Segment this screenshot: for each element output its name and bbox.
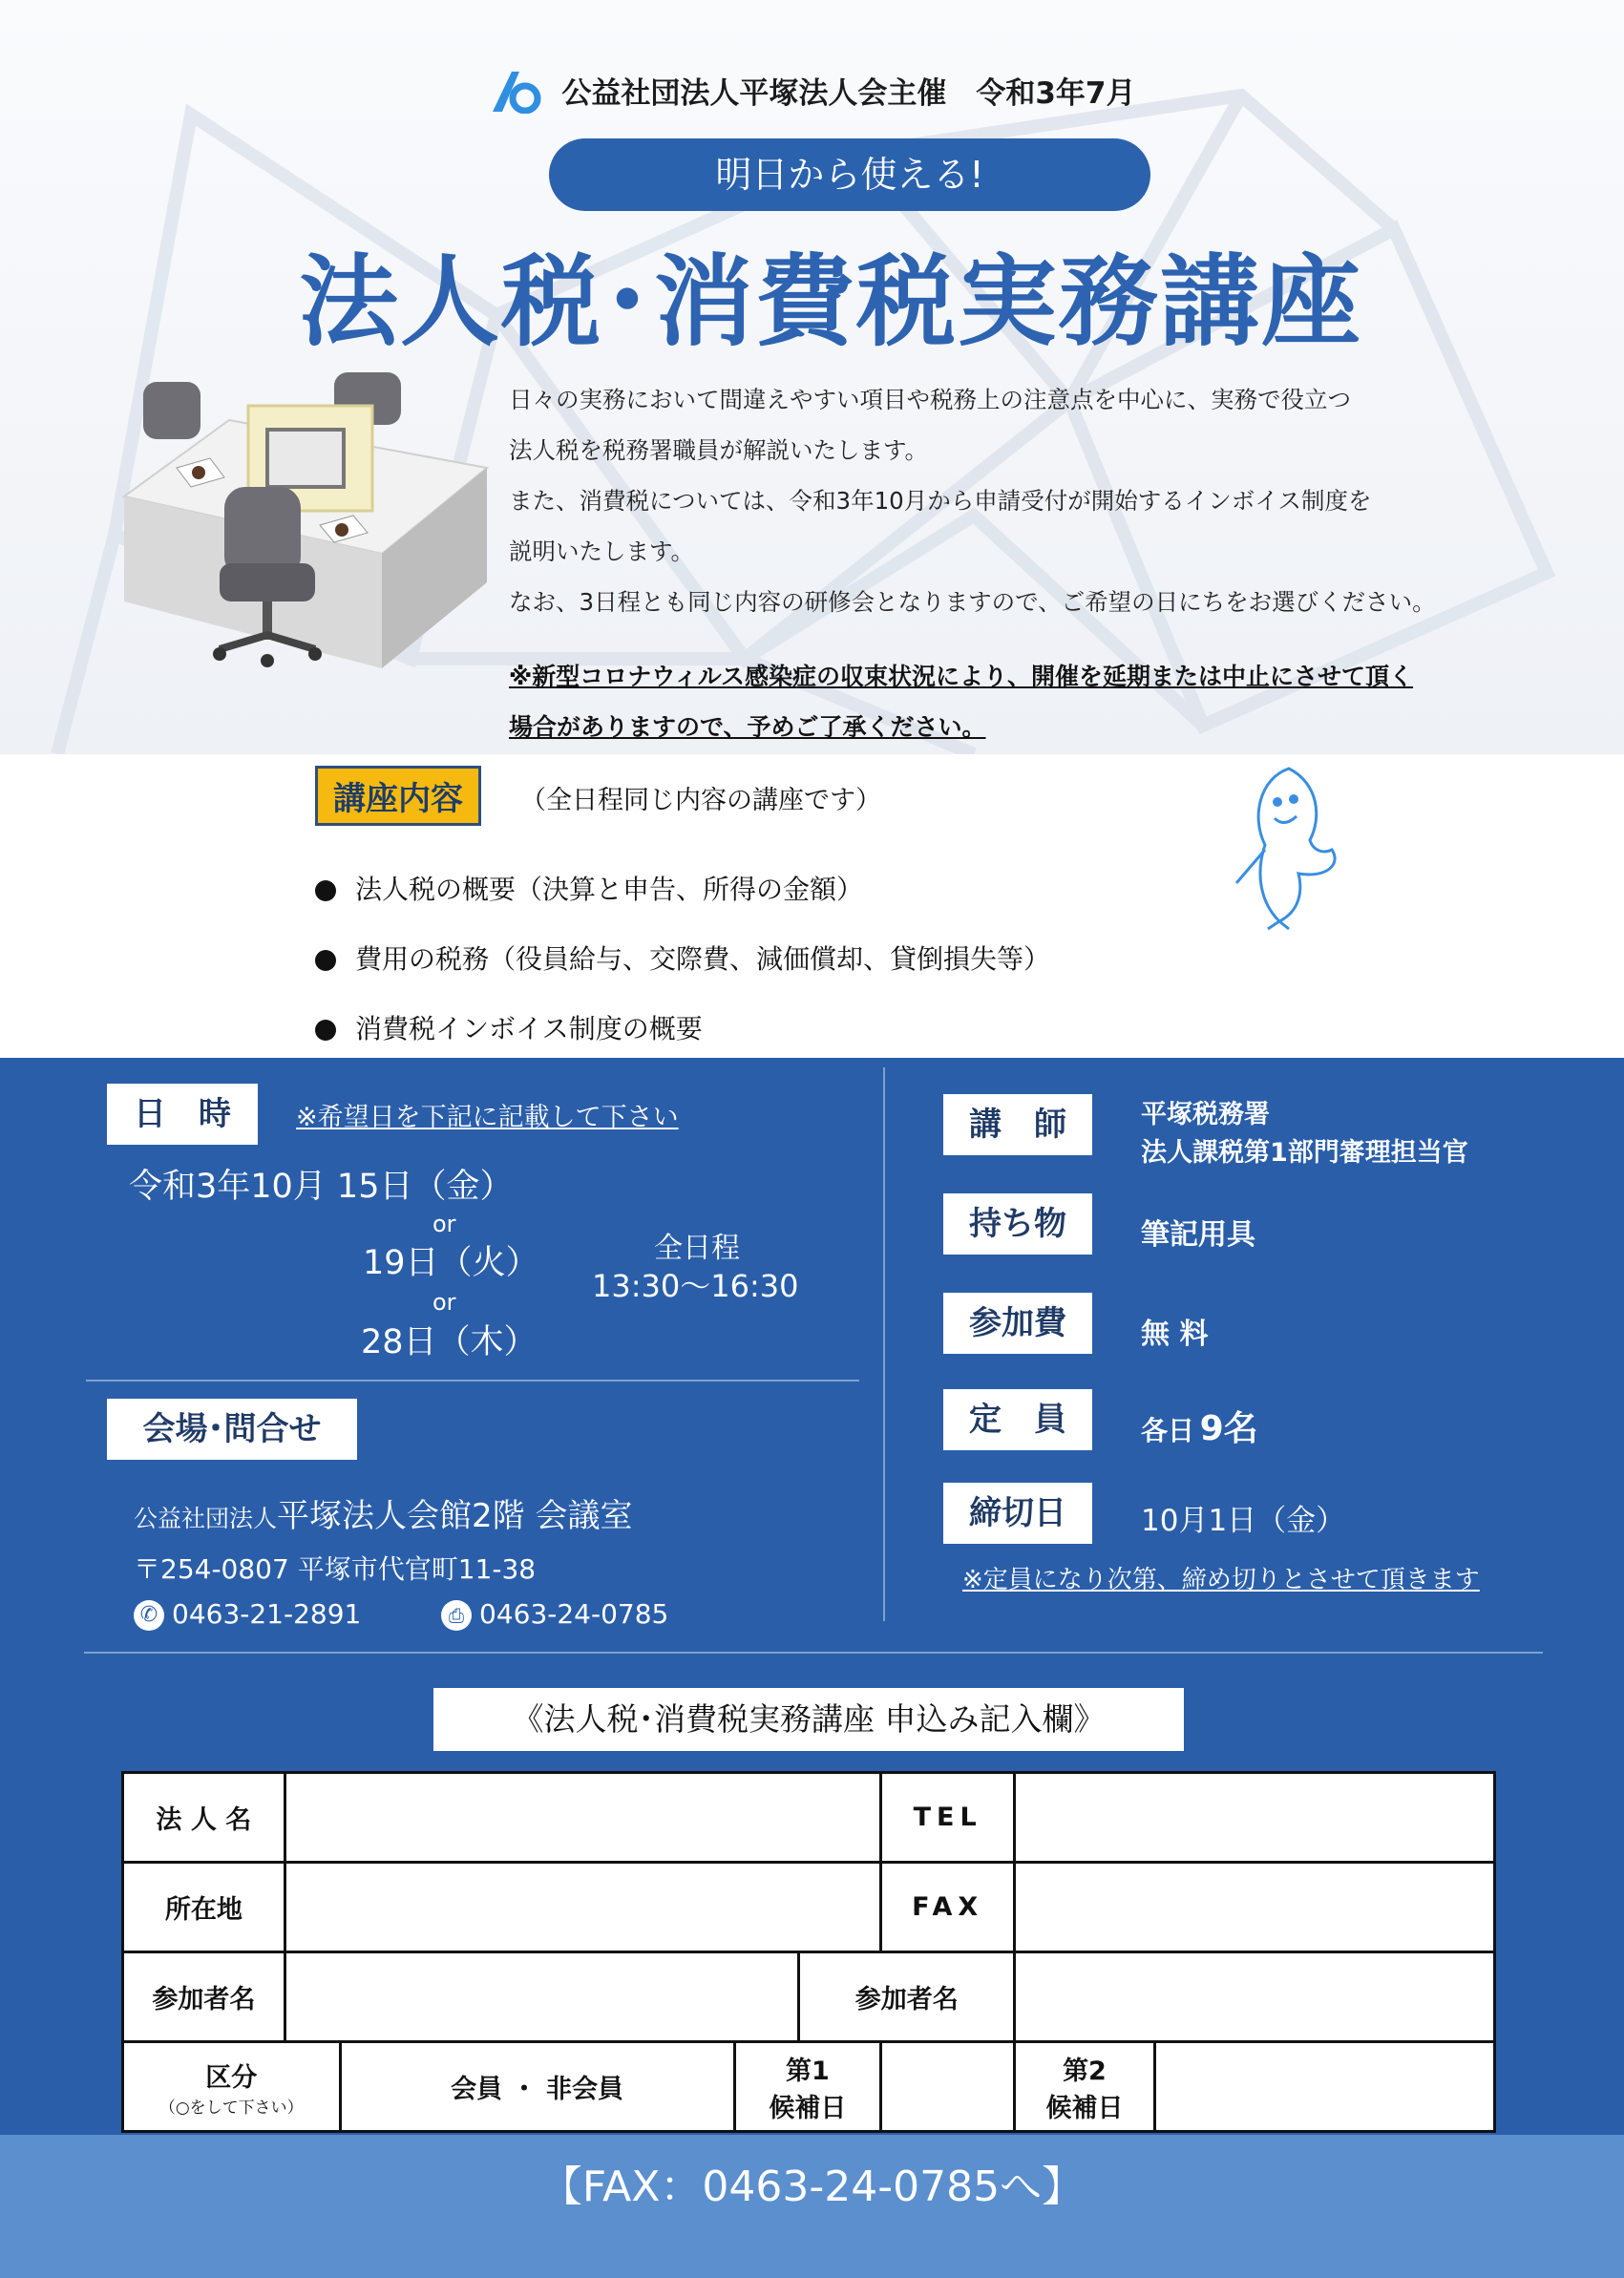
category-text: 区分 [205,2062,258,2093]
fee-label: 参加費 [943,1293,1092,1354]
schedule-time: 13:30～16:30 [592,1268,799,1304]
lecturer-line2: 法人課税第1部門審理担当官 [1141,1138,1468,1168]
location-label: 所在地 [123,1863,285,1952]
date-third: 28日（木） [361,1323,538,1361]
list-item [315,924,1050,994]
tagline-badge: 明日から使える! [549,138,1150,211]
participant2-field[interactable] [1015,1952,1495,2042]
intro-text [509,374,1511,627]
intro-line: なお、3日程とも同じ内容の研修会となりますので、ご希望の日にちをお選びください。 [509,588,1436,616]
items-value: 筆記用具 [1141,1218,1255,1252]
course-item-text: 消費税インボイス制度の概要 [355,1013,703,1044]
category-label [123,2042,341,2132]
choice1-field[interactable] [881,2042,1015,2132]
course-section [315,766,1050,1064]
course-list [315,854,1050,1064]
notice-line: ※新型コロナウィルス感染症の収束状況により、開催を延期または中止にさせて頂く [509,663,1414,690]
fax-icon: ⎙ [441,1600,472,1631]
choice2-label [1015,2042,1155,2132]
course-item-text: 費用の税務（役員給与、交際費、減価償却、貸倒損失等） [355,943,1051,975]
application-form [121,1771,1496,2133]
member-option[interactable]: 会員 ・ 非会員 [340,2042,734,2132]
header-section [0,0,1624,754]
choice2-field[interactable] [1154,2042,1494,2132]
choice1-line2: 候補日 [769,2093,847,2123]
date-second: 19日（火） [363,1244,539,1282]
or-separator: or [432,1289,456,1316]
participant1-field[interactable] [285,1952,799,2042]
venue-org: 公益社団法人 [134,1505,278,1532]
venue-phone [134,1598,361,1631]
organizer-text: 公益社団法人平塚法人会主催 令和3年7月 [561,76,1136,111]
covid-notice [509,651,1413,752]
venue-name [134,1489,632,1536]
schedule-label: 日 時 [107,1084,258,1145]
venue-address: 〒254-0807 平塚市代官町11-38 [134,1553,537,1585]
deadline-label: 締切日 [943,1483,1092,1544]
choice2-line1: 第2 [1063,2056,1107,2086]
notice-line: 場合がありますので、予めご了承ください。 [509,713,986,741]
schedule-note: ※希望日を下記に記載して下さい [296,1103,679,1132]
lecturer-label: 講 師 [943,1094,1092,1155]
mascot-illustration [1222,759,1356,935]
participant1-label: 参加者名 [123,1952,285,2042]
page-title: 法人税･消費税実務講座 [298,243,1362,360]
list-item [315,854,1050,924]
venue-place: 平塚法人会館2階 会議室 [277,1497,633,1535]
tel-label: TEL [881,1773,1015,1863]
organization-logo-icon [489,70,542,121]
choice2-line2: 候補日 [1045,2093,1124,2123]
fax-label: FAX [881,1863,1015,1952]
capacity-value [1141,1402,1258,1450]
course-note: （全日程同じ内容の講座です） [520,786,881,815]
fax-footer: 【FAX：0463-24-0785へ】 [0,2135,1624,2278]
list-item [315,994,1050,1064]
company-name-label: 法 人 名 [123,1773,285,1863]
choice1-line1: 第1 [786,2056,830,2086]
all-schedule-label: 全日程 [654,1232,740,1265]
participant2-label: 参加者名 [799,1952,1015,2042]
bullet-icon [315,880,336,901]
intro-line: 法人税を税務署職員が解説いたします。 [509,436,929,464]
lecturer-line1: 平塚税務署 [1141,1100,1270,1129]
deadline-value: 10月1日（金） [1141,1504,1346,1538]
venue-label: 会場･問合せ [107,1399,357,1460]
items-label: 持ち物 [943,1193,1092,1255]
capacity-prefix: 各日 [1141,1415,1195,1446]
fee-value: 無 料 [1141,1318,1209,1351]
tel-number: 0463-21-2891 [172,1598,362,1630]
form-title: 《法人税･消費税実務講座 申込み記入欄》 [433,1688,1184,1751]
intro-line: また、消費税については、令和3年10月から申請受付が開始するインボイス制度を [509,487,1372,515]
fax-field[interactable] [1015,1863,1495,1952]
office-desk-illustration [115,363,516,682]
course-label: 講座内容 [315,766,481,826]
fax-number: 0463-24-0785 [479,1598,669,1630]
company-name-field[interactable] [285,1773,881,1863]
bullet-icon [315,950,336,971]
bullet-icon [315,1020,336,1041]
date-first: 令和3年10月 15日（金） [129,1168,514,1206]
capacity-number: 9名 [1199,1409,1258,1448]
intro-line: 日々の実務において間違えやすい項目や税務上の注意点を中心に、実務で役立つ [509,386,1351,413]
vertical-divider [883,1067,885,1621]
choice1-label [734,2042,881,2132]
tel-field[interactable] [1015,1773,1495,1863]
or-separator: or [432,1211,456,1237]
organizer-line [0,69,1624,121]
venue-fax [441,1598,668,1631]
course-item-text: 法人税の概要（決算と申告、所得の金額） [355,874,864,905]
category-note: （○をして下さい） [158,2098,304,2118]
deadline-note: ※定員になり次第、締め切りとさせて頂きます [962,1566,1480,1594]
capacity-label: 定 員 [943,1389,1092,1450]
intro-line: 説明いたします。 [509,538,695,565]
divider [86,1380,859,1382]
location-field[interactable] [285,1863,881,1952]
divider [84,1652,1543,1654]
phone-icon: ✆ [134,1600,164,1631]
